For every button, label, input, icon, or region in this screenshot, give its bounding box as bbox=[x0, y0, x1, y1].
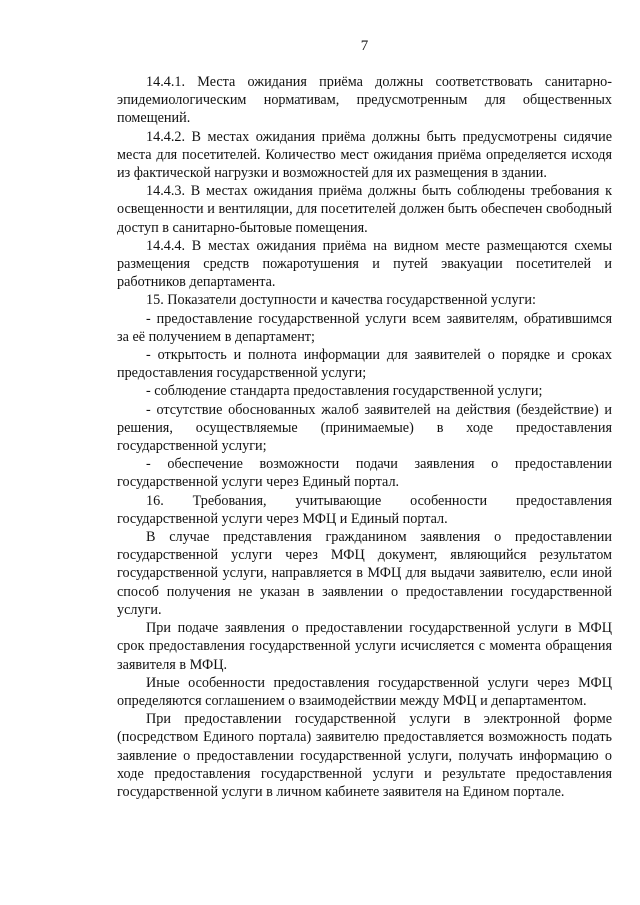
paragraph-14-4-3: 14.4.3. В местах ожидания приёма должны быть соблюдены требования к освещенности и вентиляции, для посетителей должен быть обеспечен свободный доступ в санитарно-бытовые помещения. bbox=[117, 183, 612, 236]
paragraph-14-4-4: 14.4.4. В местах ожидания приёма на видном месте размещаются схемы размещения средств пожаротушения и путей эвакуации посетителей и работников департамента. bbox=[117, 237, 612, 291]
paragraph-mfc-result: В случае представления гражданином заявления о предоставлении государственной услуги через МФЦ документ, являющийся результатом государственной услуги, направляется в МФЦ для выдачи заявителю, если иной способ получения не указан в заявлении о предоставлении государственной услуги. bbox=[117, 529, 612, 618]
list-item-information: - открытость и полнота информации для заявителей о порядке и сроках предоставления государственной услуги; bbox=[117, 347, 612, 382]
paragraph-electronic-form: При предоставлении государственной услуги в электронной форме (посредством Единого портала) заявителю предоставляется возможность подать заявление о предоставлении государственной услуги, получать информацию о ходе предоставления государственной услуги и результате предоставления государственной услуги в личном кабинете заявителя на Едином портале. bbox=[117, 711, 612, 800]
list-item-availability: - предоставление государственной услуги всем заявителям, обратившимся за её получением в департамент; bbox=[117, 310, 612, 345]
paragraph-mfc-term: При подаче заявления о предоставлении государственной услуги в МФЦ срок предоставления государственной услуги исчисляется с момента обращения заявителя в МФЦ. bbox=[117, 620, 612, 673]
document-body bbox=[117, 73, 612, 801]
paragraph-mfc-agreement: Иные особенности предоставления государственной услуги через МФЦ определяются соглашением о взаимодействии между МФЦ и департаментом. bbox=[117, 674, 612, 709]
paragraph-15-heading: 15. Показатели доступности и качества государственной услуги: bbox=[146, 292, 536, 309]
list-item-portal: - обеспечение возможности подачи заявления о предоставлении государственной услуги через Единый портал. bbox=[117, 456, 612, 491]
list-item-standard: - соблюдение стандарта предоставления государственной услуги; bbox=[146, 383, 543, 400]
paragraph-14-4-1: 14.4.1. Места ожидания приёма должны соответствовать санитарно-эпидемиологическим нормативам, предусмотренным для общественных помещений. bbox=[117, 74, 612, 127]
page-number: 7 bbox=[360, 38, 369, 54]
paragraph-14-4-2: 14.4.2. В местах ожидания приёма должны быть предусмотрены сидячие места для посетителей. Количество мест ожидания приёма определяется исходя из фактической нагрузки и возможностей для их размещения в здании. bbox=[117, 128, 612, 182]
paragraph-16-heading: 16. Требования, учитывающие особенности предоставления государственной услуги через МФЦ и Единый портал. bbox=[117, 492, 612, 527]
list-item-complaints: - отсутствие обоснованных жалоб заявителей на действия (бездействие) и решения, осуществляемые (принимаемые) в ходе предоставления государственной услуги; bbox=[117, 401, 612, 455]
